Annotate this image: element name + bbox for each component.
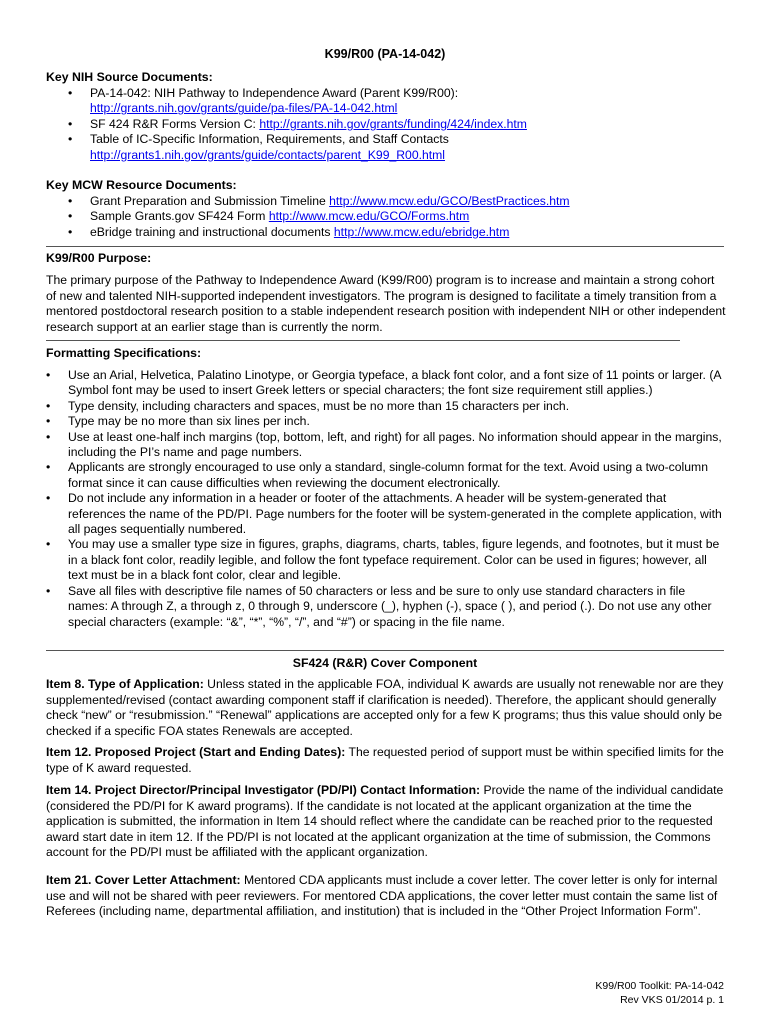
list-item: • Table of IC-Specific Information, Requirements, and Staff Contacts http://grants1.nih.gov/grants/guide/contacts/parent_K99_R00.html — [68, 132, 449, 162]
list-item: • Use at least one-half inch margins (top, bottom, left, and right) for all pages. No information should appear in the margins, including the PI’s name and page numbers. — [46, 429, 722, 460]
divider — [46, 340, 680, 341]
bullet-icon: • — [68, 224, 73, 239]
nih-sources-heading: Key NIH Source Documents: — [46, 70, 213, 84]
list-item: • Save all files with descriptive file names of 50 characters or less and be sure to only use standard characters in file names: A through Z, a through z, 0 through 9, underscore (_), hyphen (-), space ( ), and period (.). Do not use any other special characters (example: “&”, “*”, “%”, “/”, and “#”) or spacing in the file name. — [46, 583, 712, 629]
nih-sources-list — [46, 86, 736, 163]
formatting-heading: Formatting Specifications: — [46, 346, 202, 360]
pa-14-042-link[interactable]: http://grants.nih.gov/grants/guide/pa-files/PA-14-042.html — [90, 101, 398, 116]
sf424-heading: SF424 (R&R) Cover Component — [292, 656, 478, 670]
list-item: • Do not include any information in a header or footer of the attachments. A header will be system-generated that references the name of the PD/PI. Page numbers for the footer will be system-generated in the complete application, with all pages sequentially numbered. — [46, 491, 722, 537]
bullet-icon: • — [68, 209, 73, 224]
ebridge-link[interactable]: http://www.mcw.edu/ebridge.htm — [333, 224, 510, 239]
list-item: • Grant Preparation and Submission Timeline http://www.mcw.edu/GCO/BestPractices.htm — [68, 194, 570, 208]
bullet-icon: • — [46, 368, 51, 382]
page-footer — [595, 979, 724, 1007]
bullet-icon: • — [46, 537, 51, 552]
bullet-icon: • — [68, 194, 73, 208]
formatting-list — [46, 368, 726, 630]
bullet-icon: • — [46, 414, 51, 429]
mcw-resources-heading: Key MCW Resource Documents: — [46, 178, 237, 192]
mcw-resources-list — [46, 194, 736, 240]
bullet-icon: • — [46, 491, 51, 506]
list-item: • You may use a smaller type size in figures, graphs, diagrams, charts, tables, figure legends, and footnotes, but it must be in a black font color, readily legible, and follow the font typeface requirement. Color can be used in figures; however, all text must be in a black font color, clear and legible. — [46, 537, 720, 583]
bullet-icon: • — [68, 86, 73, 100]
bullet-icon: • — [46, 429, 51, 444]
sf424-forms-link[interactable]: http://grants.nih.gov/grants/funding/424/index.htm — [259, 116, 527, 131]
bullet-icon: • — [68, 116, 73, 131]
item-12-paragraph: Item 12. Proposed Project (Start and Ending Dates): The requested period of support must be within specified limits for the type of K award requested. — [46, 745, 724, 775]
list-item: • Sample Grants.gov SF424 Form http://www.mcw.edu/GCO/Forms.htm — [68, 209, 470, 224]
purpose-paragraph: The primary purpose of the Pathway to Independence Award (K99/R00) program is to increase and maintain a strong cohort of new and talented NIH-supported independent investigators. The program is designed to facilitate a timely transition from a mentored postdoctoral research position to a stable independent research position with independent NIH or other independent research support at an earlier stage than is currently the norm. — [46, 273, 726, 334]
gco-forms-link[interactable]: http://www.mcw.edu/GCO/Forms.htm — [268, 209, 470, 224]
item-21-paragraph: Item 21. Cover Letter Attachment: Mentored CDA applicants must include a cover letter. The cover letter is only for internal use and will not be shared with peer reviewers. For mentored CDA applications, the cover letter must contain the same list of Referees (including name, departmental affiliation, and institution) that is included in the “Other Project Information Form”. — [46, 873, 718, 918]
list-item: • Type may be no more than six lines per inch. — [46, 414, 310, 429]
list-item: • eBridge training and instructional documents http://www.mcw.edu/ebridge.htm — [68, 224, 510, 239]
bullet-icon: • — [68, 132, 73, 147]
bullet-icon: • — [46, 398, 51, 413]
divider — [46, 246, 724, 247]
purpose-heading: K99/R00 Purpose: — [46, 251, 152, 265]
divider — [46, 650, 724, 651]
list-item: • SF 424 R&R Forms Version C: http://grants.nih.gov/grants/funding/424/index.htm — [68, 116, 527, 131]
item-14-paragraph: Item 14. Project Director/Principal Investigator (PD/PI) Contact Information: Provide the name of the individual candidate (considered the PD/PI for K award programs). If the candidate is not located at the applicant organization at the time the application is submitted, the information in Item 14 should reflect where the candidate can be reached prior to the requested award start date in item 12. If the PD/PI is not located at the applicant organization at the time of submission, the Commons account for the PD/PI must be affiliated with the applicant organization. — [46, 783, 724, 859]
footer-revision: Rev VKS 01/2014 p. 1 — [620, 994, 724, 1006]
list-item: • Use an Arial, Helvetica, Palatino Linotype, or Georgia typeface, a black font color, and a font size of 11 points or larger. (A Symbol font may be used to insert Greek letters or special characters; the font size requirement still applies.) — [46, 368, 721, 398]
list-item: • PA-14-042: NIH Pathway to Independence Award (Parent K99/R00): http://grants.nih.gov/grants/guide/pa-files/PA-14-042.html — [68, 86, 459, 116]
document-title: K99/R00 (PA-14-042) — [324, 47, 446, 61]
footer-toolkit: K99/R00 Toolkit: PA-14-042 — [595, 980, 724, 992]
item-8-paragraph: Item 8. Type of Application: Unless stated in the applicable FOA, individual K awards are usually not renewable nor are they supplemented/revised (contact awarding component staff if clarification is needed). Therefore, the applicant should generally check “new” or “resubmission.” “Renewal” applications are accepted only for a few K programs; thus this value should only be checked if a specific FOA states Renewals are accepted. — [46, 677, 724, 738]
best-practices-link[interactable]: http://www.mcw.edu/GCO/BestPractices.htm — [329, 194, 570, 208]
list-item: • Type density, including characters and spaces, must be no more than 15 characters per inch. — [46, 398, 570, 413]
bullet-icon: • — [46, 460, 51, 475]
ic-contacts-link[interactable]: http://grants1.nih.gov/grants/guide/contacts/parent_K99_R00.html — [90, 147, 446, 162]
list-item: • Applicants are strongly encouraged to use only a standard, single-column format for the text. Avoid using a two-column format since it can cause difficulties when reviewing the document electronically. — [46, 460, 708, 490]
bullet-icon: • — [46, 583, 51, 598]
